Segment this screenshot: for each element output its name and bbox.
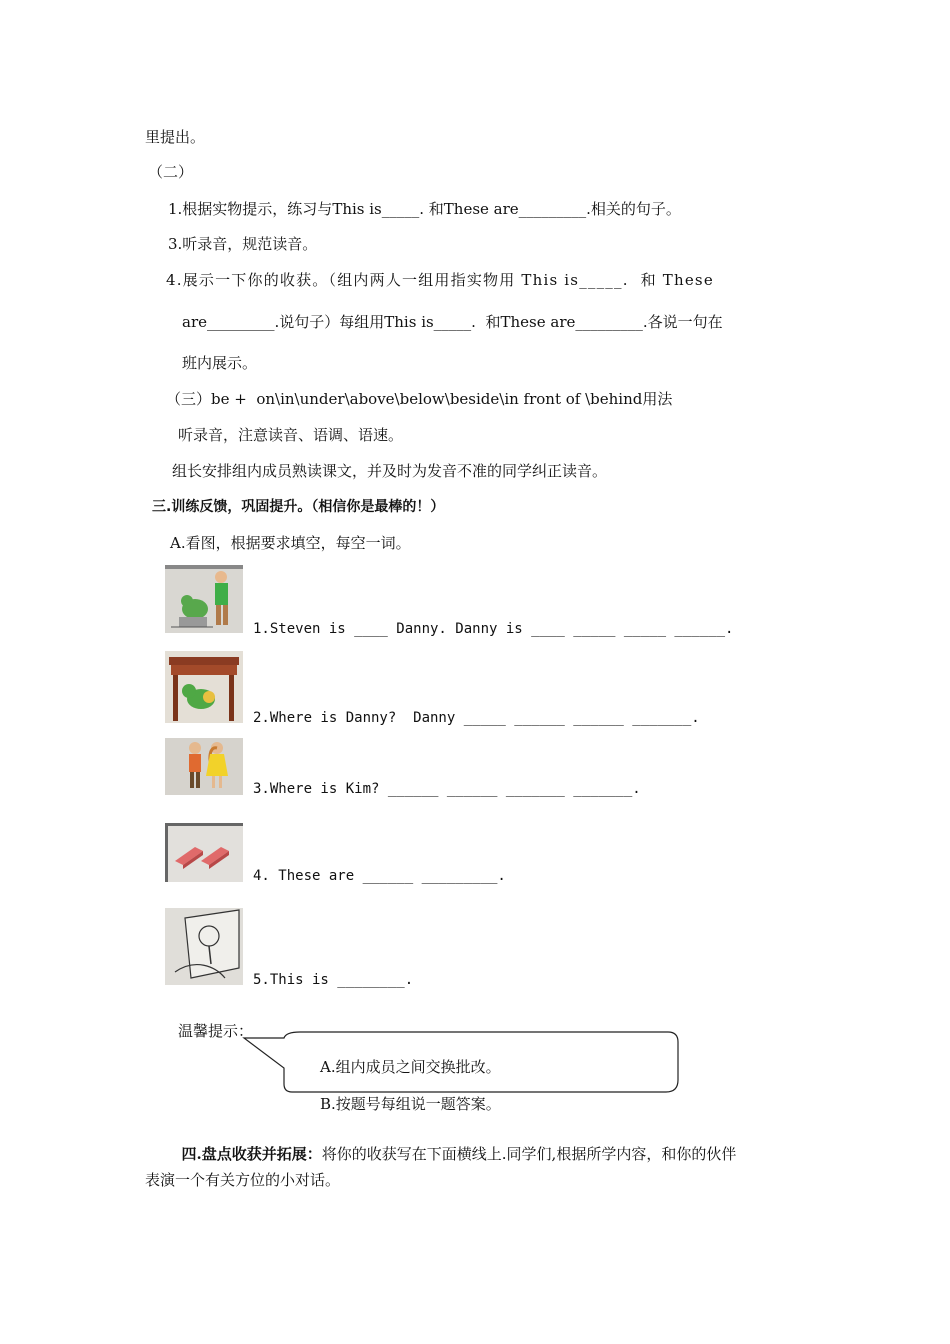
picture-dinosaur-under-desk (165, 651, 243, 723)
picture-erasers (165, 823, 243, 882)
section-4-line-1 (172, 1132, 736, 1162)
question-5: 5.This is ________. (253, 972, 414, 988)
task-1: 1.根据实物提示，练习与This is_____. 和These are_________.相关的句子。 (168, 200, 681, 218)
picture-tree-drawing (165, 908, 243, 985)
tip-b: B.按题号每组说一题答案。 (320, 1095, 501, 1113)
question-4: 4. These are ______ _________. (253, 868, 506, 884)
section-3-usage: （三）be + on\in\under\above\below\beside\in front of \behind用法 (166, 390, 673, 408)
section-3-heading: 三.训练反馈，巩固提升。（相信你是最棒的！） (152, 499, 445, 515)
section-4-line-2: 表演一个有关方位的小对话。 (145, 1171, 341, 1189)
section-4-text: 将你的收获写在下面横线上.同学们,根据所学内容，和你的伙伴 (321, 1145, 737, 1163)
task-3: 3.听录音，规范读音。 (168, 235, 318, 253)
question-3: 3.Where is Kim? ______ ______ _______ _______. (253, 781, 641, 797)
listen-instruction: 听录音，注意读音、语调、语速。 (178, 426, 404, 444)
picture-two-children (165, 738, 243, 795)
question-2: 2.Where is Danny? Danny _____ ______ ______ _______. (253, 710, 700, 726)
tip-a: A.组内成员之间交换批改。 (320, 1058, 501, 1076)
section-2-marker: （二） (148, 163, 194, 181)
text-line: 里提出。 (145, 128, 206, 146)
tip-label: 温馨提示： (178, 1022, 254, 1040)
exercise-instruction: A.看图，根据要求填空，每空一词。 (170, 534, 411, 552)
leader-instruction: 组长安排组内成员熟读课文，并及时为发音不准的同学纠正读音。 (172, 462, 608, 480)
task-4-cont-2: 班内展示。 (182, 354, 258, 372)
task-4-cont: are_________.说句子）每组用This is_____. 和These are_________.各说一句在 (182, 313, 723, 331)
task-4: 4.展示一下你的收获。（组内两人一组用指实物用 This is_____. 和 These (166, 271, 714, 289)
question-1: 1.Steven is ____ Danny. Danny is ____ _____ _____ ______. (253, 621, 734, 637)
picture-boy-dinosaur (165, 565, 243, 633)
section-4-heading: 四.盘点收获并拓展： (181, 1145, 322, 1163)
